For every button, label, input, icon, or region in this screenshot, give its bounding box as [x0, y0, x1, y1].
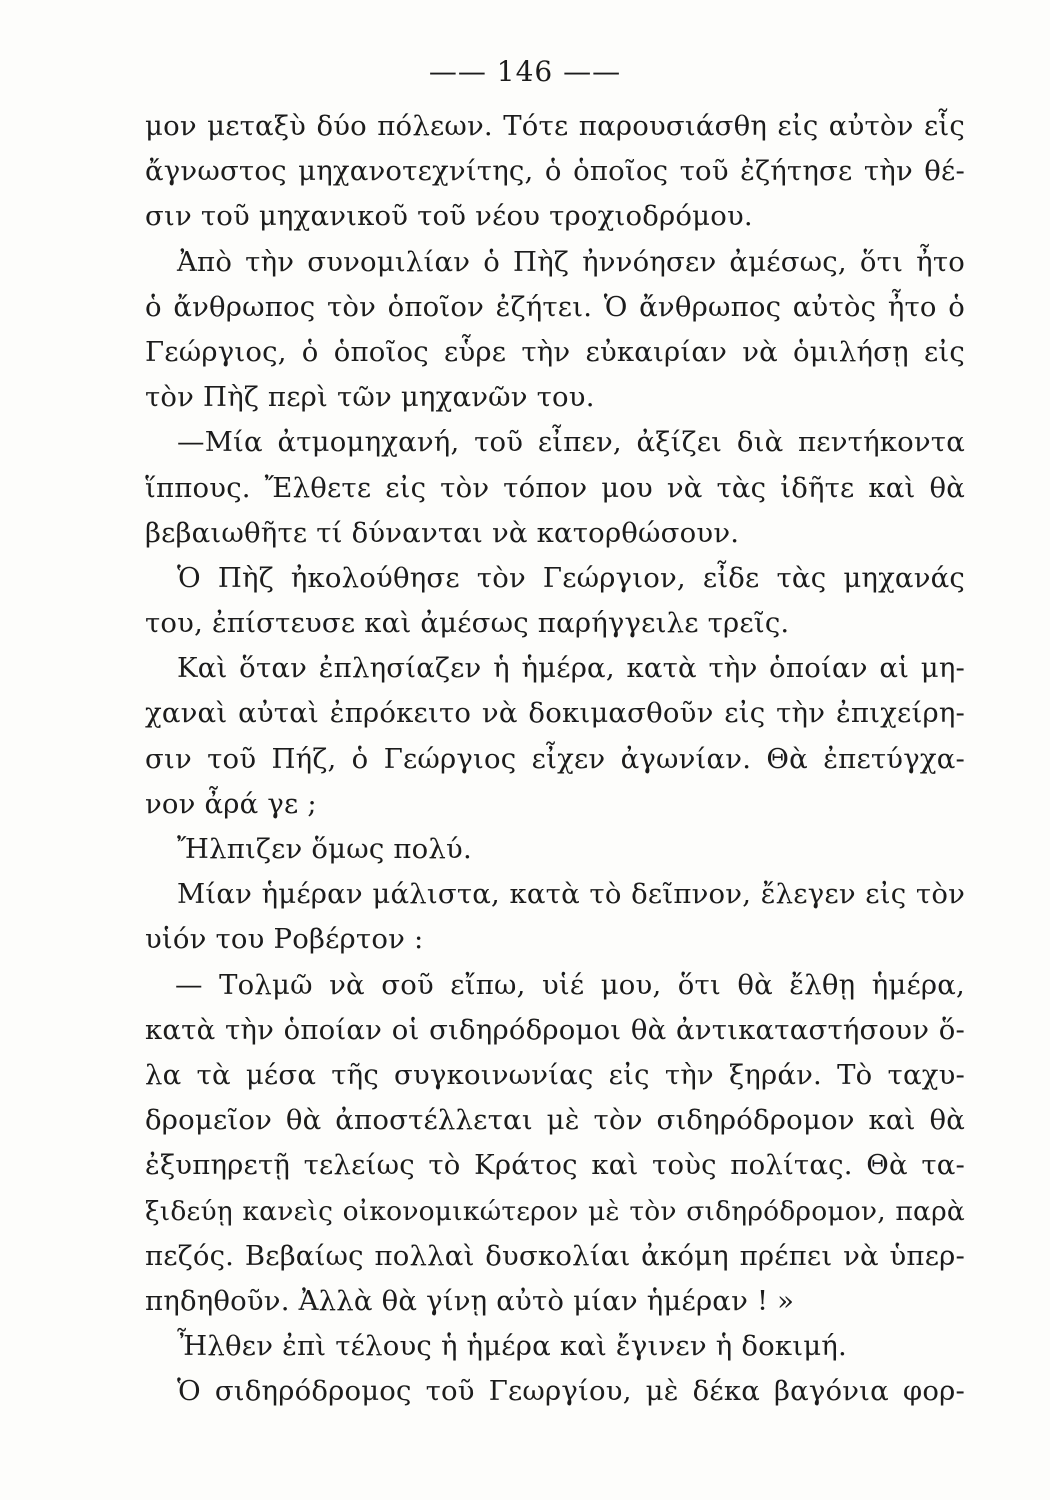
- text-line: ἐξυπηρετῇ τελείως τὸ Κράτος καὶ τοὺς πολίτας. Θὰ τα-: [145, 1149, 965, 1182]
- text-line: τὸν Πὴζ περὶ τῶν μηχανῶν του.: [145, 381, 595, 414]
- text-line: Ὁ Πὴζ ἠκολούθησε τὸν Γεώργιον, εἶδε τὰς μηχανάς: [177, 561, 965, 594]
- text-line: ξιδεύῃ κανεὶς οἰκονομικώτερον μὲ τὸν σιδηρόδρομον, παρὰ: [145, 1195, 965, 1227]
- page-number: —— 146 ——: [428, 55, 622, 88]
- text-line: Ὁ σιδηρόδρομος τοῦ Γεωργίου, μὲ δέκα βαγόνια φορ-: [177, 1375, 965, 1408]
- text-line: ὁ ἄνθρωπος τὸν ὁποῖον ἐζήτει. Ὁ ἄνθρωπος αὐτὸς ἦτο ὁ: [145, 290, 965, 323]
- text-line: πεζός. Βεβαίως πολλαὶ δυσκολίαι ἀκόμη πρέπει νὰ ὑπερ-: [145, 1239, 965, 1272]
- text-line: κατὰ τὴν ὁποίαν οἱ σιδηρόδρομοι θὰ ἀντικαταστήσουν ὅ-: [145, 1013, 965, 1046]
- text-line: Ἦλθεν ἐπὶ τέλους ἡ ἡμέρα καὶ ἔγινεν ἡ δοκιμή.: [177, 1330, 847, 1363]
- text-line: Καὶ ὅταν ἐπλησίαζεν ἡ ἡμέρα, κατὰ τὴν ὁποίαν αἱ μη-: [177, 652, 965, 685]
- text-line: πηδηθοῦν. Ἀλλὰ θὰ γίνῃ αὐτὸ μίαν ἡμέραν ! »: [145, 1284, 795, 1317]
- text-line: Ἤλπιζεν ὅμως πολύ.: [177, 833, 472, 865]
- text-line: ἵππους. Ἔλθετε εἰς τὸν τόπον μου νὰ τὰς ἰδῆτε καὶ θὰ: [145, 471, 965, 504]
- body-text: [145, 104, 965, 1414]
- text-line: λα τὰ μέσα τῆς συγκοινωνίας εἰς τὴν ξηράν. Τὸ ταχυ-: [145, 1058, 965, 1091]
- text-line: σιν τοῦ Πήζ, ὁ Γεώργιος εἶχεν ἀγωνίαν. Θὰ ἐπετύγχα-: [145, 742, 965, 775]
- text-line: — Τολμῶ νὰ σοῦ εἴπω, υἱέ μου, ὅτι θὰ ἔλθῃ ἡμέρα,: [175, 968, 965, 1001]
- text-line: μον μεταξὺ δύο πόλεων. Τότε παρουσιάσθη εἰς αὐτὸν εἷς: [145, 110, 965, 142]
- text-line: ἄγνωστος μηχανοτεχνίτης, ὁ ὁποῖος τοῦ ἐζήτησε τὴν θέ-: [145, 155, 965, 188]
- text-line: Ἀπὸ τὴν συνομιλίαν ὁ Πὴζ ἠννόησεν ἀμέσως, ὅτι ἦτο: [177, 245, 965, 278]
- text-line: χαναὶ αὐταὶ ἐπρόκειτο νὰ δοκιμασθοῦν εἰς τὴν ἐπιχείρη-: [145, 697, 965, 730]
- text-line: βεβαιωθῆτε τί δύνανται νὰ κατορθώσουν.: [145, 516, 740, 549]
- text-line: νον ἆρά γε ;: [145, 787, 317, 820]
- text-line: δρομεῖον θὰ ἀποστέλλεται μὲ τὸν σιδηρόδρομον καὶ θὰ: [145, 1104, 965, 1137]
- text-line: Μίαν ἡμέραν μάλιστα, κατὰ τὸ δεῖπνον, ἔλεγεν εἰς τὸν: [177, 878, 965, 911]
- text-line: Γεώργιος, ὁ ὁποῖος εὗρε τὴν εὐκαιρίαν νὰ ὁμιλήσῃ εἰς: [145, 335, 965, 368]
- text-line: του, ἐπίστευσε καὶ ἀμέσως παρήγγειλε τρεῖς.: [145, 607, 790, 640]
- text-line: —Μία ἀτμομηχανή, τοῦ εἶπεν, ἀξίζει διὰ πεντήκοντα: [177, 426, 965, 459]
- text-line: σιν τοῦ μηχανικοῦ τοῦ νέου τροχιοδρόμου.: [145, 200, 753, 233]
- text-line: υἱόν του Ροβέρτον :: [145, 923, 424, 956]
